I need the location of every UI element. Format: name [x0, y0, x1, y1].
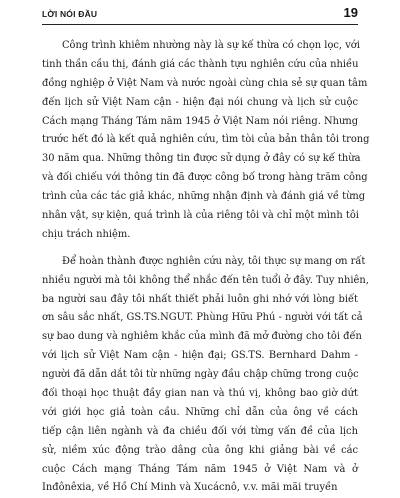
- text-line: đến lịch sử Việt Nam cận - hiện đại nói chung và lịch sử cuộc: [42, 96, 359, 108]
- text-line: cuộc Cách mạng Tháng Tám năm 1945 ở Việt Nam và ở: [42, 463, 358, 475]
- text-line: tiếp cận liên ngành và đa chiều đối với từng vấn đề của lịch: [42, 425, 358, 437]
- text-line: nhân vật, sự kiện, quá trình là của riêng tôi và chỉ một mình tôi: [42, 210, 359, 222]
- paragraph-gap: [42, 245, 358, 253]
- text-line: người đã dẫn dắt tôi từ những ngày đầu chập chững trong cuộc: [42, 369, 359, 381]
- chapter-title: LỜI NÓI ĐẦU: [42, 9, 98, 19]
- text-line: chịu trách nhiệm.: [42, 228, 131, 240]
- text-line: với lịch sử Việt Nam cận - hiện đại; GS.TS. Bernhard Dahm -: [42, 350, 359, 362]
- header-divider: [42, 24, 358, 25]
- running-header: [42, 4, 358, 22]
- text-line: tinh thần cầu thị, đánh giá các thành tựu nghiên cứu của nhiều: [42, 58, 359, 70]
- text-line: ơn sâu sắc nhất, GS.TS.NGUT. Phùng Hữu Phú - người với tất cả: [42, 312, 363, 324]
- text-line: trình của các tác giả khác, những nhận định và đánh giá về từng: [42, 191, 366, 203]
- text-line: với giới học giả toàn cầu. Những chỉ dẫn của ông về cách: [42, 406, 358, 418]
- text-line: sử, niềm xúc động trào dâng của ông khi giảng bài về các: [42, 444, 359, 456]
- text-line: ba người sau đây tôi nhất thiết phải luôn ghi nhớ với lòng biết: [42, 293, 359, 305]
- text-line: đối thoại học thuật đầy gian nan và thú vị, không bao giờ dứt: [42, 388, 358, 400]
- page-number: 19: [343, 5, 358, 20]
- text-line: sự bao dung và nghiêm khắc của mình đã mở đường cho tôi đến: [42, 331, 362, 343]
- text-line: Để hoàn thành được nghiên cứu này, tôi thực sự mang ơn rất: [62, 255, 366, 267]
- text-line: 30 năm qua. Những thông tin được sử dụng ở đây có sự kế thừa: [42, 153, 361, 165]
- text-line: nhiều người mà tôi không thể nhắc đến tên tuổi ở đây. Tuy nhiên,: [42, 274, 369, 286]
- text-line: Inđônêxia, về Hồ Chí Minh và Xucácnô, v.v. mãi mãi truyền: [42, 482, 338, 494]
- text-line: đồng nghiệp ở Việt Nam và nước ngoài cùng chia sẻ sự quan tâm: [42, 77, 368, 89]
- text-line: và đối chiếu với thông tin đã được công bố trong hàng trăm công: [42, 172, 368, 184]
- paragraph-2: [42, 253, 369, 498]
- text-line: Cách mạng Tháng Tám năm 1945 ở Việt Nam nói riêng. Nhưng: [42, 115, 359, 127]
- text-line: Công trình khiêm nhường này là sự kế thừa có chọn lọc, với: [62, 40, 360, 51]
- paragraph-1: [42, 37, 370, 245]
- body-text: [42, 37, 370, 498]
- text-line: trước hết đó là kết quả nghiên cứu, tìm tòi của bản thân tôi trong: [42, 134, 370, 146]
